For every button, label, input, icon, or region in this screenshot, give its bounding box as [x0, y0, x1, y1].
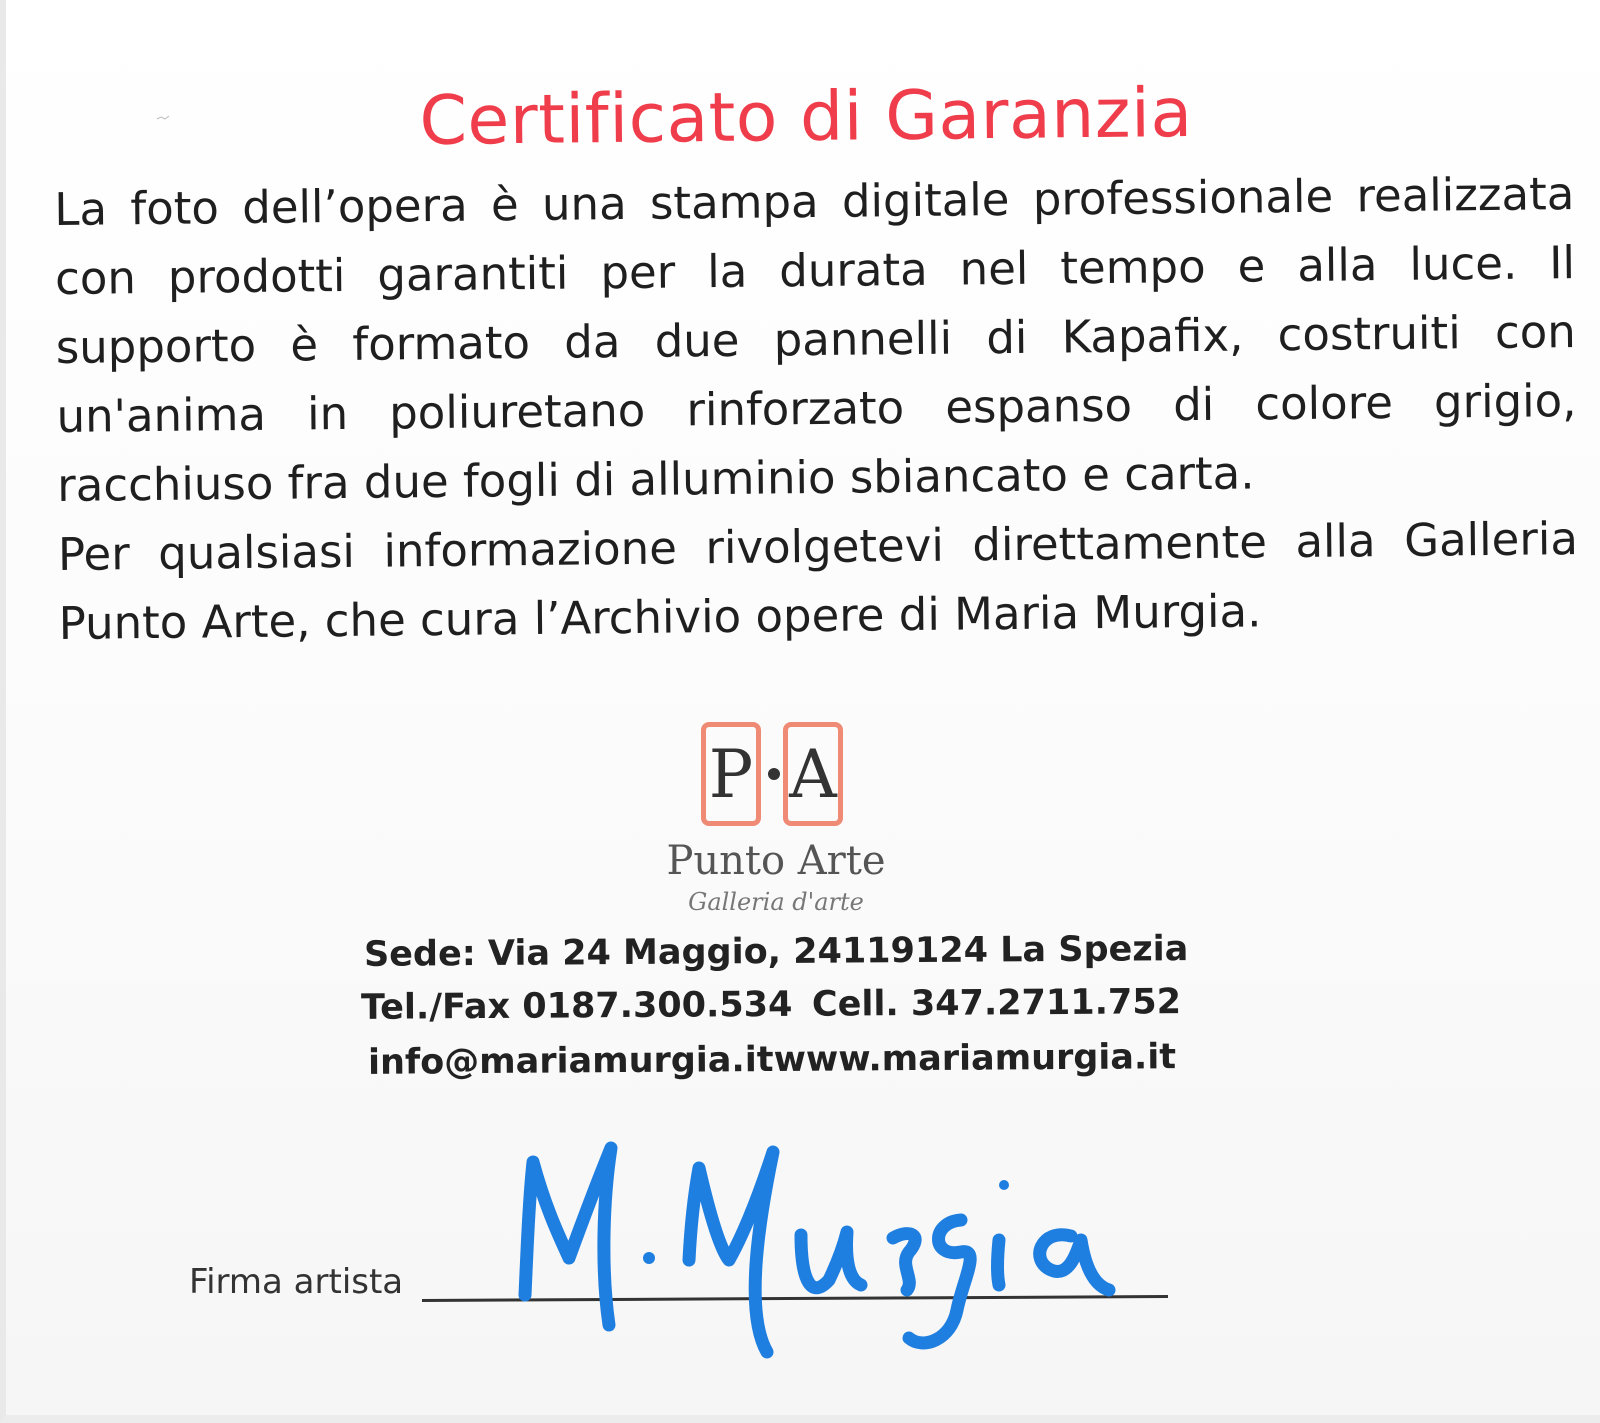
logo-letter-p: P: [701, 722, 761, 826]
certificate-body: [54, 159, 1579, 658]
web-row: [368, 1037, 1176, 1083]
phone-fax: Tel./Fax 0187.300.534: [360, 984, 793, 1028]
website-url: www.mariamurgia.it: [773, 1037, 1177, 1080]
signature-label: Firma artista: [189, 1262, 404, 1302]
email-address: info@mariamurgia.it: [367, 1039, 774, 1083]
logo-letter-a: A: [783, 722, 843, 826]
punto-arte-logo: [701, 722, 849, 830]
phone-row: [361, 982, 1181, 1028]
artist-signature: [511, 1140, 1151, 1370]
street-address: Sede: Via 24 Maggio, 241: [363, 931, 867, 975]
warranty-paragraph: La foto dell’opera è una stampa digitale professionale realizzata con prodotti garantiti per la durata nel tempo e alla luce. Il supporto è formato da due pannelli di Kapafix, costruiti con un'anima in poliuretano rinforzato espanso di colore grigio, racchiuso fra due fogli di alluminio sbiancato e carta.: [54, 167, 1577, 512]
gallery-subtitle: Galleria d'arte: [688, 888, 864, 916]
city-postcode: 19124 La Spezia: [866, 929, 1189, 972]
mobile-phone: Cell. 347.2711.752: [811, 982, 1182, 1025]
gallery-name: Punto Arte: [666, 838, 886, 884]
contact-paragraph: Per qualsiasi informazione rivolgetevi direttamente alla Galleria Punto Arte, che cura l’Archivio opere di Maria Murgia.: [57, 512, 1579, 650]
address-row: [363, 929, 1189, 975]
certificate-title: Certificato di Garanzia: [419, 73, 1193, 162]
logo-dot: [768, 768, 780, 780]
